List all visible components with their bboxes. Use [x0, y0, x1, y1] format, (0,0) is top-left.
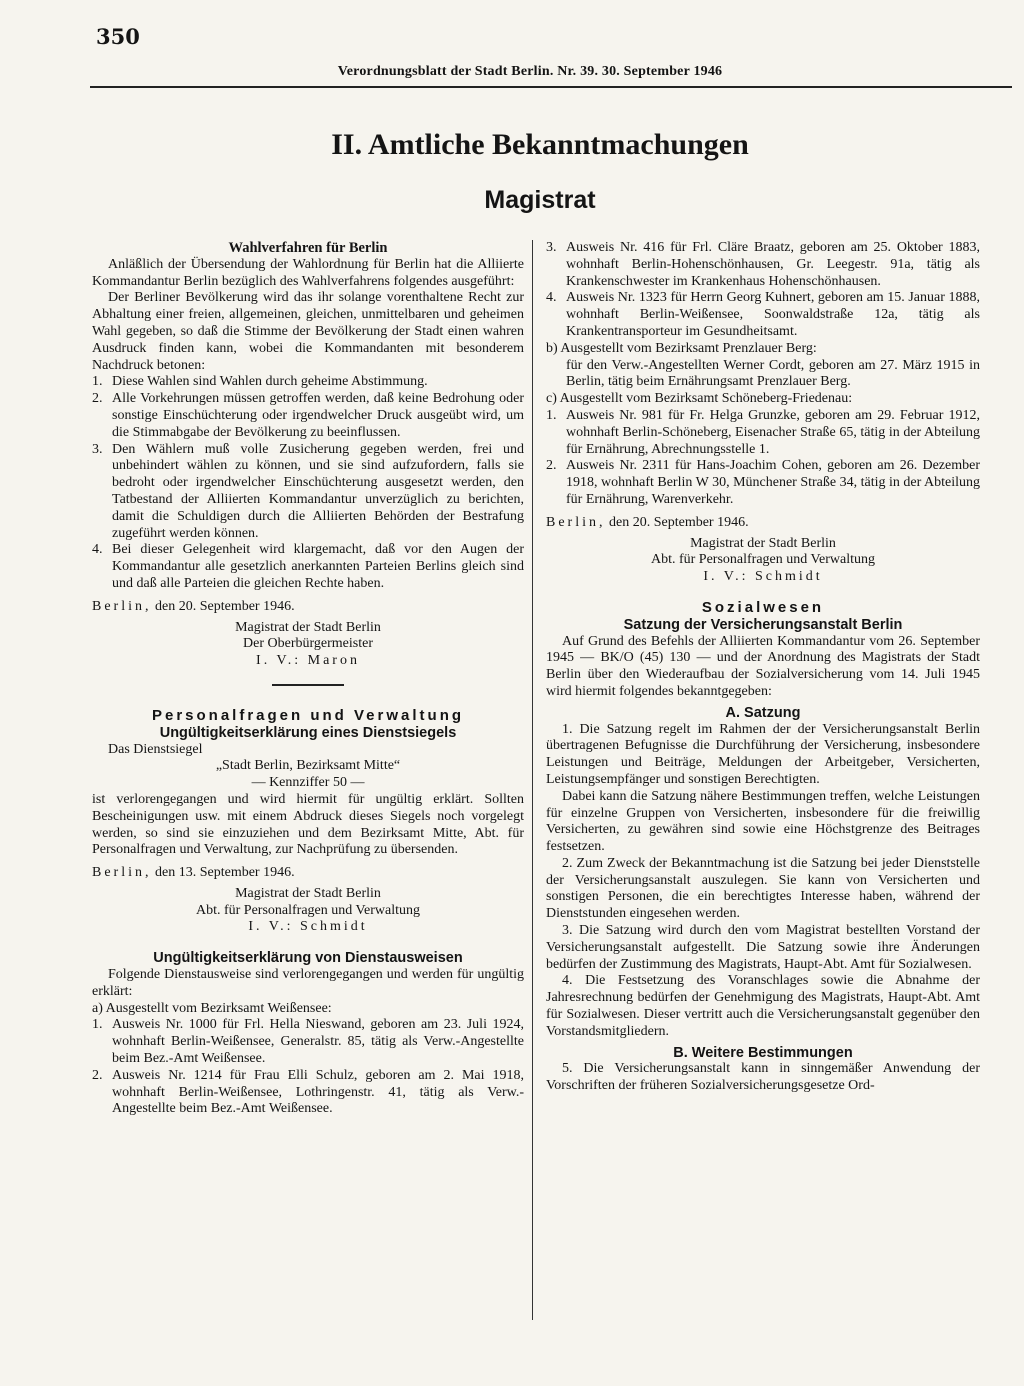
date-line: Berlin, den 20. September 1946.	[546, 514, 749, 530]
subheading-dienstsiegel: Ungültigkeitserklärung eines Dienstsiegels	[159, 724, 457, 741]
list-item: 2. Ausweis Nr. 1214 für Frau Elli Schulz, geboren am 2. Mai 1918, wohnhaft Berlin-Weißensee, Lothringenstr. 41, tätig als Verw.-Angestellte beim Bez.-Amt Weißensee.	[92, 1067, 524, 1117]
list-item: 3. Den Wählern muß volle Zusicherung gegeben werden, frei und unbehindert wählen zu können, und sie sind aufzufordern, falls sie bedroht oder irgendwelcher Einschüchterung ausgesetzt werden, den Tatbestand der Alliierten Kommandantur unverzüglich zu berichten, damit die Schuldigen durch die Alliierten Behörden der Bestrafung zugeführt werden können.	[92, 441, 524, 541]
list-item: 3. Ausweis Nr. 416 für Frl. Cläre Braatz, geboren am 25. Oktober 1883, wohnhaft Berlin-Hohenschönhausen, Gr. Leegestr. 91a, tätig als Krankenschwester im Krankenhaus Hohenschönhausen.	[546, 240, 980, 289]
right-column	[546, 240, 980, 1095]
subheading-a-satzung: A. Satzung	[725, 704, 801, 721]
column-divider	[532, 240, 533, 1320]
paragraph: 4. Die Festsetzung des Voranschlages sowie die Abnahme der Jahresrechnung bedürfen der Genehmigung des Magistrats, Haupt-Abt. Amt für Sozialwesen. Dieser vertritt auch die Versicherungsanstalt gegenüber den Vorstandsmitgliedern.	[546, 973, 980, 1039]
signature-line: Magistrat der Stadt Berlin	[235, 619, 381, 635]
list-item: 2. Ausweis Nr. 2311 für Hans-Joachim Cohen, geboren am 26. Dezember 1918, wohnhaft Berlin W 30, Münchener Straße 34, tätig in der Abteilung für Ernährung, Warenverkehr.	[546, 458, 980, 507]
signature-name: I. V.: Schmidt	[703, 569, 823, 585]
paragraph: 1. Die Satzung regelt im Rahmen der der Versicherungsanstalt Berlin übertragenen Befugnisse die Durchführung der Versicherung, insbesondere Leistungen und Beiträge, Meldungen der Arbeitgeber, Versicherten, Leistungsempfänger und sonstigen Berechtigten.	[546, 721, 980, 787]
quoted-seal: „Stadt Berlin, Bezirksamt Mitte“	[215, 758, 401, 774]
article-personalfragen	[92, 708, 524, 936]
group-label: c) Ausgestellt vom Bezirksamt Schöneberg-Friedenau:	[546, 391, 853, 407]
heading-personalfragen: Personalfragen und Verwaltung	[151, 706, 465, 724]
subheading-satzung: Satzung der Versicherungsanstalt Berlin	[623, 616, 903, 633]
paragraph: Folgende Dienstausweise sind verlorengegangen und werden für ungültig erklärt:	[92, 967, 524, 999]
paragraph: Anläßlich der Übersendung der Wahlordnung für Berlin hat die Alliierte Kommandantur Berlin bezüglich des Wahlverfahrens folgendes ausgeführt:	[92, 256, 524, 289]
header-rule	[90, 86, 1012, 88]
running-head: Verordnungsblatt der Stadt Berlin. Nr. 39. 30. September 1946	[337, 64, 723, 79]
signature-name: I. V.: Maron	[256, 653, 360, 669]
signature-line: Magistrat der Stadt Berlin	[235, 885, 381, 901]
group-label: a) Ausgestellt vom Bezirksamt Weißensee:	[92, 1000, 332, 1016]
list-item: 4. Bei dieser Gelegenheit wird klargemacht, daß vor den Augen der Kommandantur alle gesetzlich anerkannten Parteien Berlins gleich sind und daß alle Parteien die gleichen Rechte haben.	[92, 542, 524, 591]
date-line: Berlin, den 20. September 1946.	[92, 598, 295, 614]
heading-dienstausweise: Ungültigkeitserklärung von Dienstausweisen	[153, 950, 463, 967]
article-wahlverfahren	[92, 240, 524, 670]
paragraph: Dabei kann die Satzung nähere Bestimmungen treffen, welche Leistungen für einzelne Gruppen von Versicherten, insbesondere für die freiwillig Versicherten, zu gewähren sind sowie eine Höchstgrenze des Beitrages festsetzen.	[546, 788, 980, 855]
signature-line: Abt. für Personalfragen und Verwaltung	[650, 552, 876, 568]
subheading-b-bestimmungen: B. Weitere Bestimmungen	[673, 1044, 853, 1061]
date-line: Berlin, den 13. September 1946.	[92, 865, 295, 881]
main-title: II. Amtliche Bekanntmachungen	[331, 128, 749, 161]
paragraph: für den Verw.-Angestellten Werner Cordt, geboren am 27. März 1915 in Berlin, tätig beim Ernährungsamt Prenzlauer Berg.	[566, 357, 980, 390]
signature-line: Magistrat der Stadt Berlin	[690, 535, 836, 551]
paragraph: ist verlorengegangen und wird hiermit für ungültig erklärt. Sollten Bescheinigungen usw. mit einem Abdruck dieses Siegels noch vorgelegt werden, so sind sie einzuziehen und dem Bezirksamt Mitte, Abt. für Personalfragen und Verwaltung, zur Nachprüfung zu übersenden.	[92, 791, 524, 858]
paragraph: 5. Die Versicherungsanstalt kann in sinngemäßer Anwendung der Vorschriften der früheren Sozialversicherungsgesetze Ord-	[546, 1061, 980, 1094]
signature-line: Der Oberbürgermeister	[243, 636, 373, 652]
list-item: 1. Ausweis Nr. 1000 für Frl. Hella Nieswand, geboren am 23. Juli 1924, wohnhaft Berlin-Weißensee, Generalstr. 85, tätig als Verw.-Angestellte beim Bez.-Amt Weißensee.	[92, 1017, 524, 1067]
list-item: 4. Ausweis Nr. 1323 für Herrn Georg Kuhnert, geboren am 15. Januar 1888, wohnhaft Berlin-Weißensee, Soonwaldstraße 12a, tätig als Krankentransporteur im Gesundheitsamt.	[546, 290, 980, 339]
seal-code: — Kennziffer 50 —	[251, 775, 365, 791]
article-sozialwesen	[546, 600, 980, 1095]
list-item: 1. Diese Wahlen sind Wahlen durch geheime Abstimmung.	[92, 374, 428, 390]
section-title-magistrat: Magistrat	[484, 186, 596, 214]
signature-line: Abt. für Personalfragen und Verwaltung	[195, 902, 421, 918]
paragraph: 2. Zum Zweck der Bekanntmachung ist die Satzung bei jeder Dienststelle der Versicherungsanstalt auszulegen. Sie kann von Versicherten und sonstigen Personen, die ein berechtigtes Interesse haben, während der Dienststunden eingesehen werden.	[546, 855, 980, 922]
heading-wahlverfahren: Wahlverfahren für Berlin	[228, 240, 388, 256]
section-divider	[272, 684, 344, 686]
paragraph: Der Berliner Bevölkerung wird das ihr solange vorenthaltene Recht zur Abhaltung einer freien, allgemeinen, gleichen, unmittelbaren und geheimen Wahl gegeben, so daß die Stimme der Bevölkerung der Stadt einen wahren Ausdruck finden kann, wobei die Kommandanten mit besonderem Nachdruck betonen:	[92, 290, 524, 373]
page-number: 350	[96, 24, 140, 49]
list-item: 1. Ausweis Nr. 981 für Fr. Helga Grunzke, geboren am 29. Februar 1912, wohnhaft Berlin-Schöneberg, Eisenacher Straße 65, tätig in der Abteilung für Ernährung, Abrechnungsstelle 1.	[546, 407, 980, 457]
group-label: b) Ausgestellt vom Bezirksamt Prenzlauer Berg:	[546, 340, 817, 356]
heading-sozialwesen: Sozialwesen	[701, 598, 825, 616]
paragraph: Das Dienstsiegel	[108, 741, 203, 757]
signature-name: I. V.: Schmidt	[248, 919, 368, 935]
article-dienstausweise	[92, 950, 524, 1118]
list-item: 2. Alle Vorkehrungen müssen getroffen werden, daß keine Bedrohung oder sonstige Einschüchterung oder irgendwelcher Druck ausgeübt wird, um die Stimmabgabe der Bevölkerung zu beeinflussen.	[92, 391, 524, 440]
paragraph: Auf Grund des Befehls der Alliierten Kommandantur vom 26. September 1945 — BK/O (45) 130 — und der Anordnung des Magistrats der Stadt Berlin über den Wiederaufbau der Sozialversicherung vom 14. Juli 1945 wird hiermit folgendes bekanntgegeben:	[546, 633, 980, 699]
article-dienstausweise-continued	[546, 240, 980, 586]
paragraph: 3. Die Satzung wird durch den vom Magistrat bestellten Vorstand der Versicherungsanstalt aufgestellt. Die Satzung sowie ihre Änderungen bedürfen der Zustimmung des Magistrats, Haupt-Abt. Amt für Sozialwesen.	[546, 923, 980, 972]
left-column	[92, 240, 524, 1118]
